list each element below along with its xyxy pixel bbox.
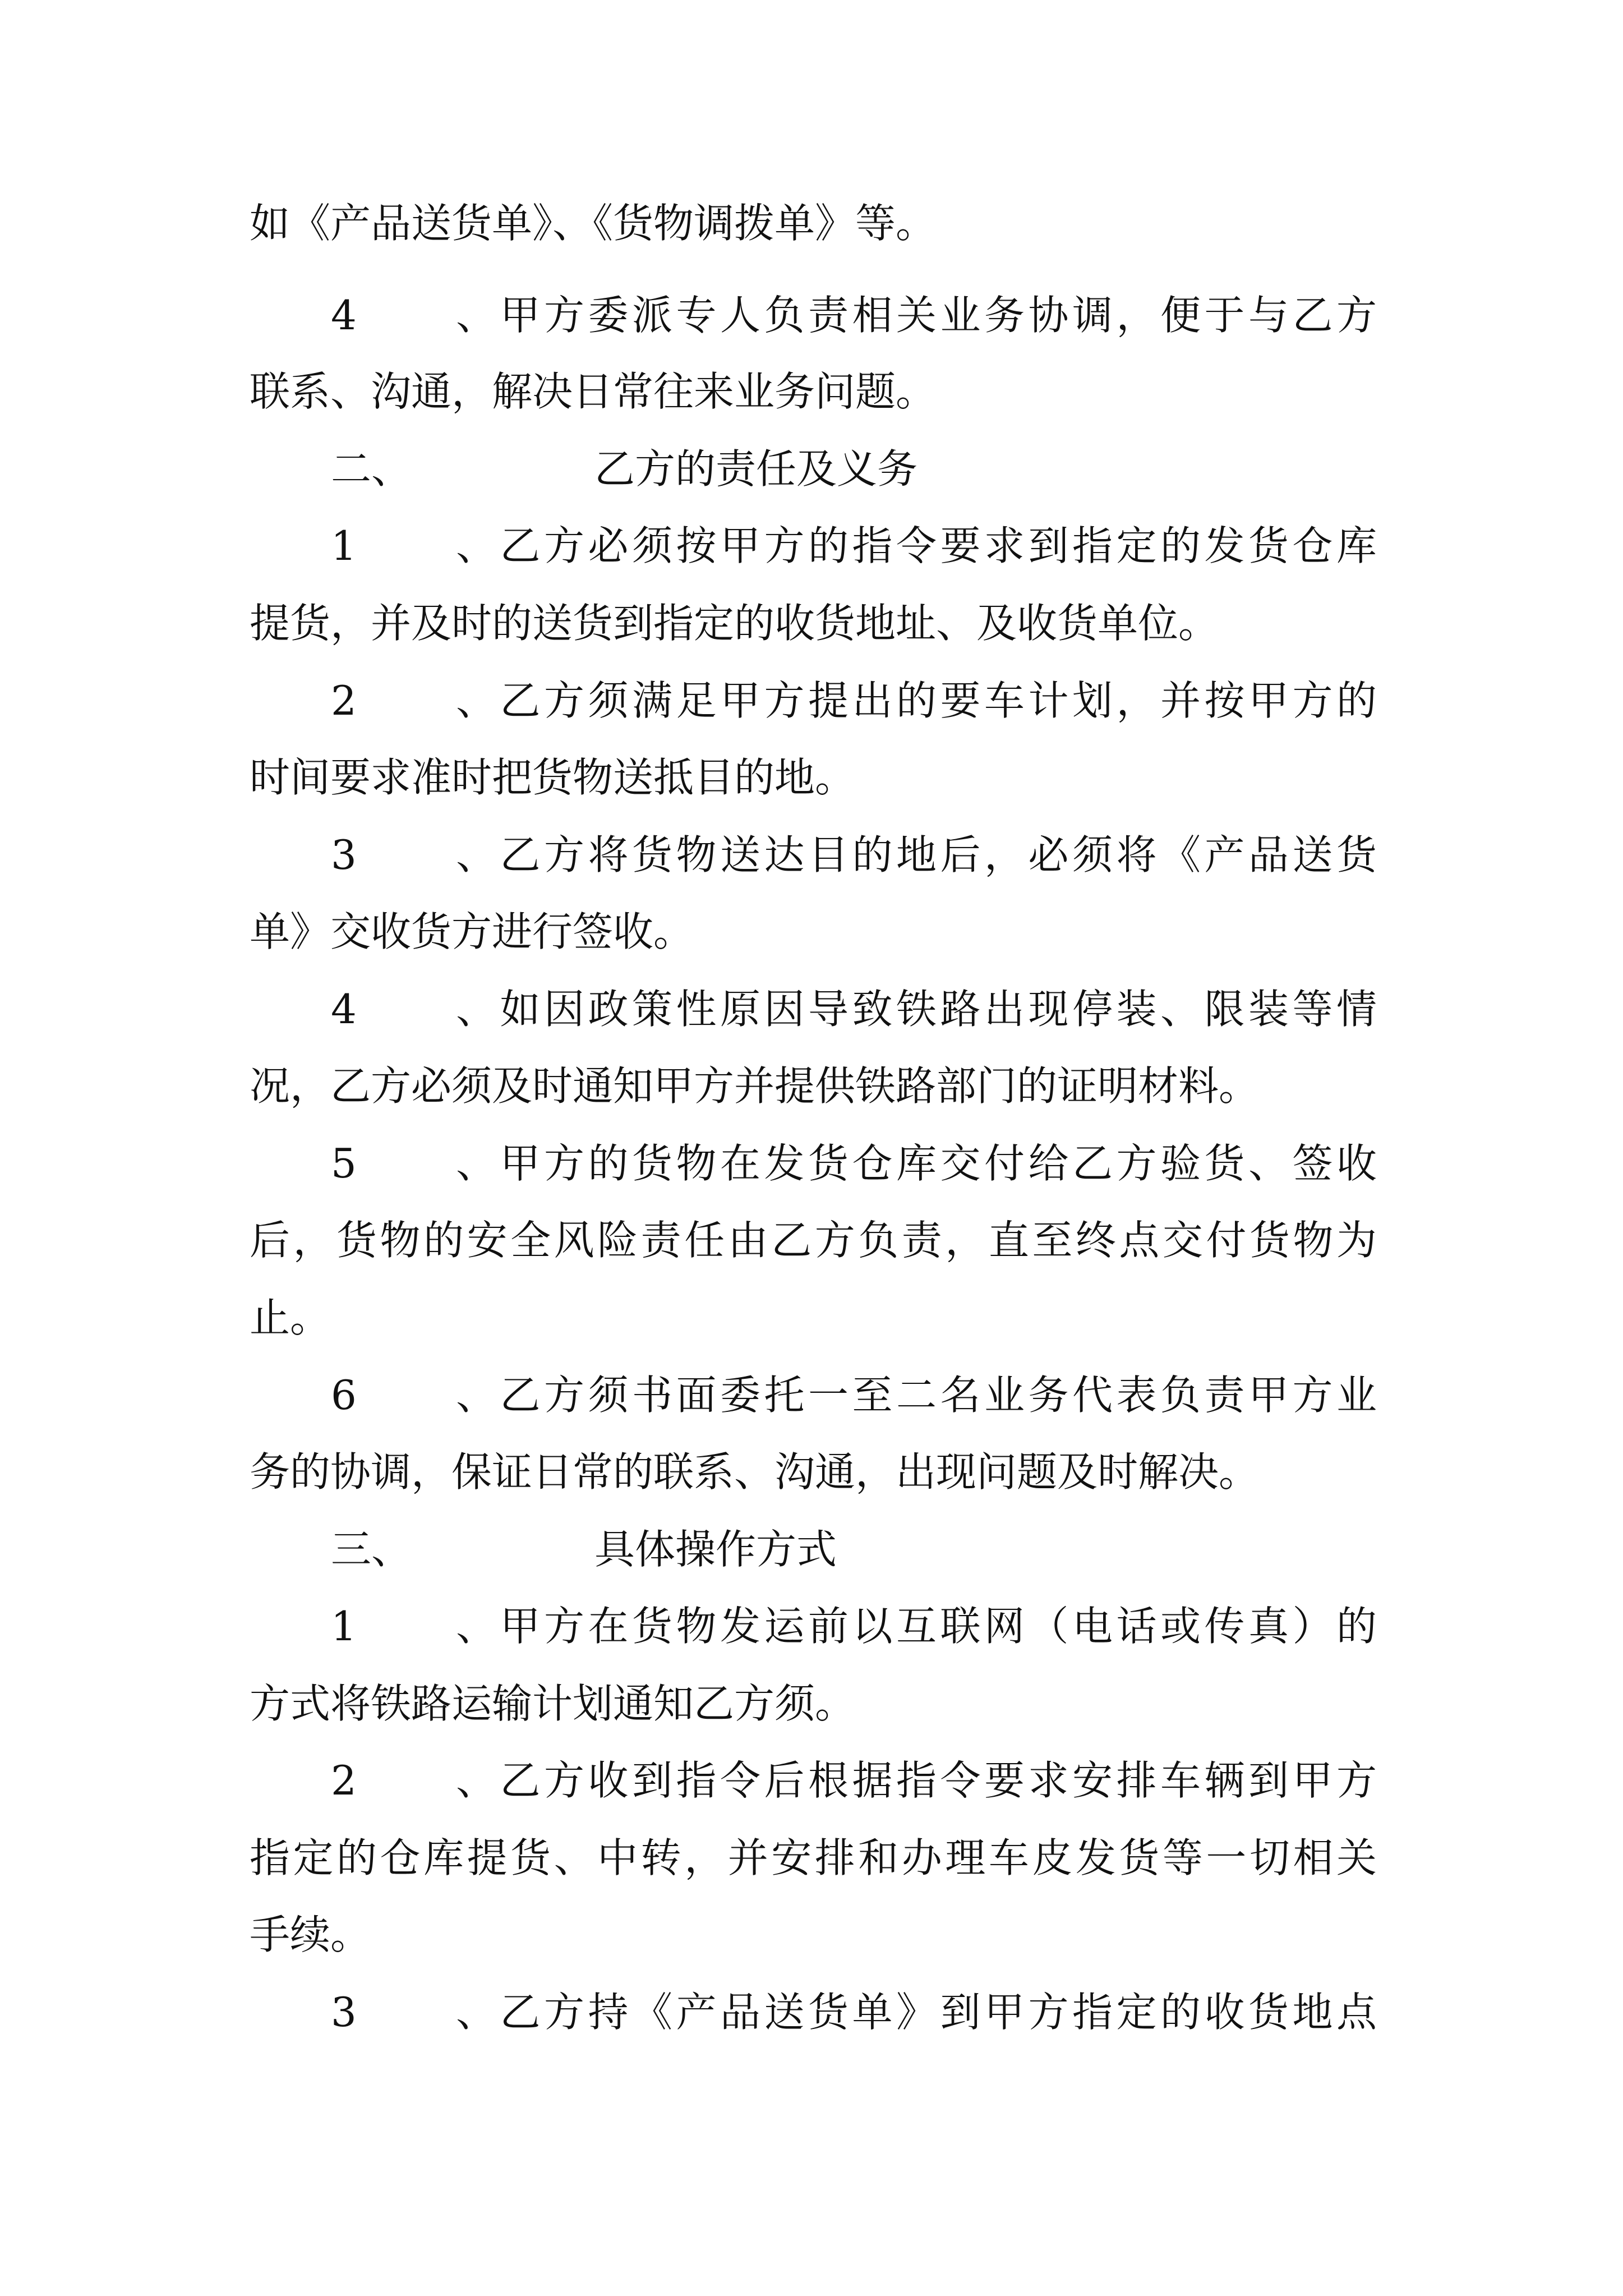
clause-line — [331, 978, 1377, 1040]
clause-number: 3、 — [331, 1989, 496, 2036]
clause-text: 甲方的货物在发货仓库交付给乙方验货、签收 — [496, 1140, 1377, 1187]
section-title: 乙方的责任及义务 — [594, 445, 918, 493]
clause-number: 5、 — [331, 1140, 496, 1187]
line-text: 时间要求准时把货物送抵目的地。 — [250, 754, 856, 801]
line-text: 后，货物的安全风险责任由乙方负责，直至终点交付货物为 — [250, 1217, 1377, 1264]
line-text: 如《产品送货单》、《货物调拨单》等。 — [250, 200, 937, 247]
clause-line — [331, 1981, 1377, 2043]
clause-number: 6、 — [331, 1372, 496, 1419]
line-text: 务的协调，保证日常的联系、沟通，出现问题及时解决。 — [250, 1448, 1260, 1496]
clause-number: 4、 — [331, 292, 496, 339]
clause-number: 2、 — [331, 677, 496, 724]
clause-number: 3、 — [331, 831, 496, 878]
clause-text: 甲方委派专人负责相关业务协调，便于与乙方 — [496, 292, 1377, 339]
clause-text: 乙方须书面委托一至二名业务代表负责甲方业 — [496, 1372, 1377, 1419]
clause-line — [331, 1595, 1377, 1657]
clause-line — [331, 670, 1377, 731]
clause-text: 乙方必须按甲方的指令要求到指定的发货仓库 — [496, 522, 1377, 569]
clause-line — [331, 284, 1377, 346]
clause-line — [331, 1364, 1377, 1426]
clause-line — [331, 515, 1377, 577]
text-line — [250, 1673, 1377, 1734]
section-heading — [331, 1519, 1377, 1580]
line-text: 手续。 — [250, 1911, 371, 1958]
clause-text: 乙方收到指令后根据指令要求安排车辆到甲方 — [496, 1757, 1377, 1804]
line-text: 方式将铁路运输计划通知乙方须。 — [250, 1680, 856, 1727]
text-line — [250, 1904, 1377, 1966]
line-text: 联系、沟通，解决日常往来业务问题。 — [250, 368, 937, 415]
section-number: 三、 — [331, 1526, 412, 1573]
clause-line — [331, 1750, 1377, 1811]
text-line — [250, 361, 1377, 422]
clause-text: 如因政策性原因导致铁路出现停装、限装等情 — [496, 986, 1377, 1033]
section-heading — [331, 438, 1377, 500]
line-text: 提货，并及时的送货到指定的收货地址、及收货单位。 — [250, 600, 1219, 647]
text-line — [250, 901, 1377, 963]
text-line — [250, 1827, 1377, 1889]
clause-line — [331, 1133, 1377, 1194]
clause-line — [331, 824, 1377, 886]
text-line — [250, 1055, 1377, 1117]
clause-text: 乙方须满足甲方提出的要车计划，并按甲方的 — [496, 677, 1377, 724]
section-title: 具体操作方式 — [594, 1526, 837, 1573]
line-text: 单》交收货方进行签收。 — [250, 908, 694, 955]
clause-text: 甲方在货物发运前以互联网（电话或传真）的 — [496, 1603, 1377, 1650]
text-line — [250, 747, 1377, 808]
clause-text: 乙方持《产品送货单》到甲方指定的收货地点 — [496, 1989, 1377, 2036]
clause-number: 2、 — [331, 1757, 496, 1804]
clause-number: 4、 — [331, 986, 496, 1033]
text-line — [250, 1209, 1377, 1271]
text-line — [250, 1287, 1377, 1349]
line-text: 止。 — [250, 1294, 331, 1341]
text-line — [250, 192, 1377, 254]
section-number: 二、 — [331, 445, 412, 493]
clause-number: 1、 — [331, 522, 496, 569]
clause-number: 1、 — [331, 1603, 496, 1650]
text-line — [250, 592, 1377, 654]
line-text: 况，乙方必须及时通知甲方并提供铁路部门的证明材料。 — [250, 1062, 1260, 1110]
line-text: 指定的仓库提货、中转，并安排和办理车皮发货等一切相关 — [250, 1834, 1377, 1881]
text-line — [250, 1441, 1377, 1503]
clause-text: 乙方将货物送达目的地后，必须将《产品送货 — [496, 831, 1377, 878]
